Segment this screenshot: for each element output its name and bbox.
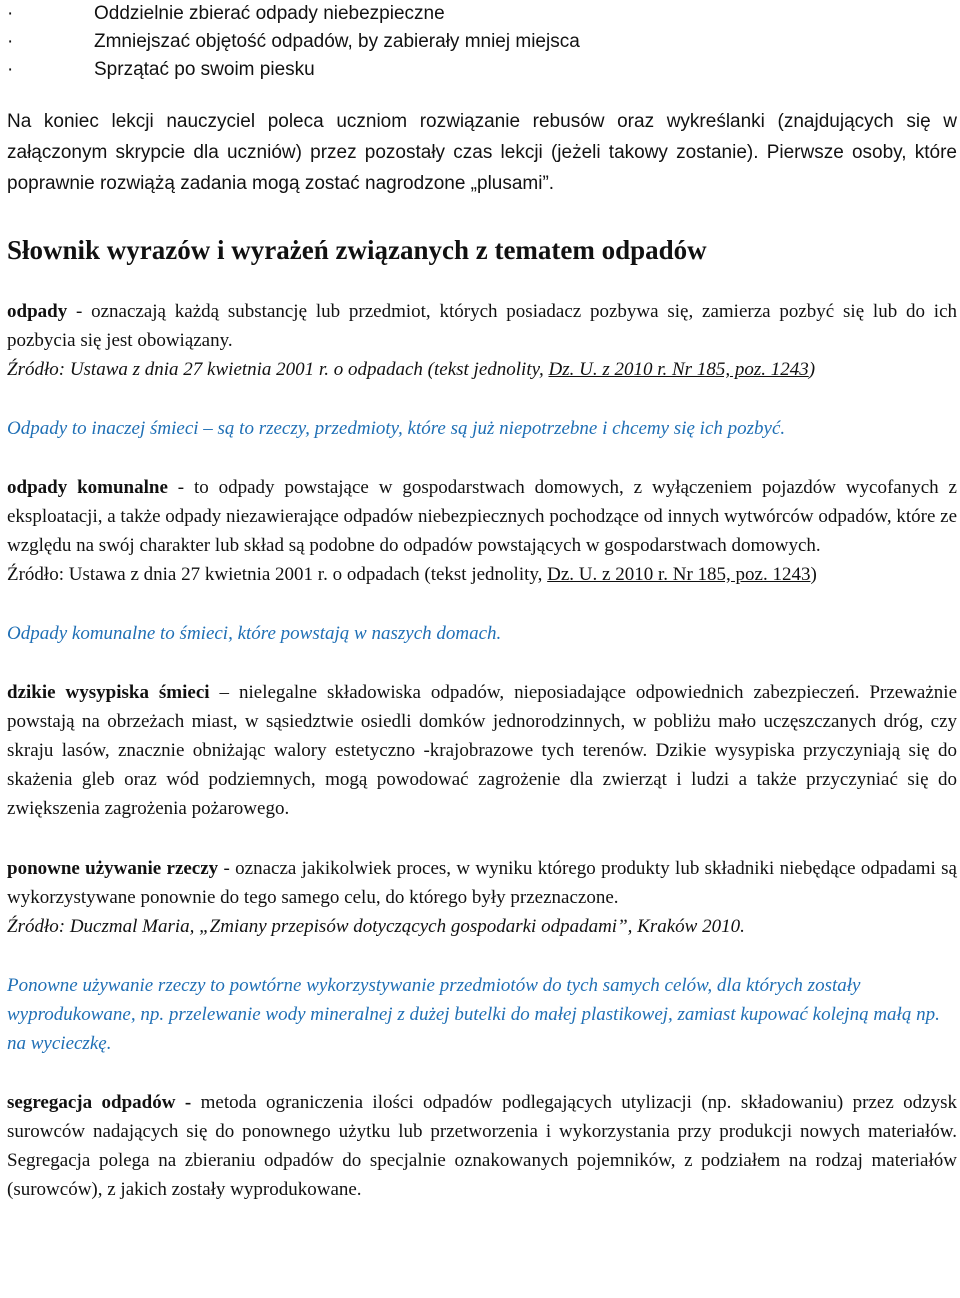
section-heading: Słownik wyrazów i wyrażeń związanych z tematem odpadów [7,235,707,265]
definition-odpady [7,297,957,355]
definition-text: – nielegalne składowiska odpadów, nieposiadające odpowiednich zabezpieczeń. Przeważnie powstają na obrzeżach miast, w sąsiedztwie osiedli domków jednorodzinnych, w pobliżu mało uczęszczanych dróg, czy skraju lasów, znacznie obniżając walory estetyczno -krajobrazowe tych terenów. Dzikie wysypiska przyczyniają się do skażenia gleb oraz wód podziemnych, mogą powodować zagrożenie dla zwierząt i ludzi a także przyczyniać się do zwiększenia zagrożenia pożarowego. [7,682,957,819]
definition-text: - to odpady powstające w gospodarstwach domowych, z wyłączeniem pojazdów wycofanych z eksploatacji, a także odpady niezawierające odpadów niebezpiecznych pochodzące od innych wytwórców odpadów, które ze względu na swój charakter lub skład są podobne do odpadów powstających w gospodarstwach domowych. [7,477,957,556]
term-odpady: odpady [7,301,68,322]
document-page [7,0,957,1204]
source-odpady: Źródło: Ustawa z dnia 27 kwietnia 2001 r. o odpadach (tekst jednolity, Dz. U. z 2010 r. Nr 185, poz. 1243) [7,359,816,380]
bullet-text: Sprzątać po swoim piesku [94,59,315,80]
definition-text: - oznacza jakikolwiek proces, w wyniku którego produkty lub składniki niebędące odpadami są wykorzystywane ponownie do tego samego celu, do którego były przeznaczone. [7,858,957,908]
bullet-item [7,0,957,28]
entry-ponowne [7,854,957,1058]
source-link[interactable]: Dz. U. z 2010 r. Nr 185, poz. 1243 [547,564,811,585]
bullet-text: Oddzielnie zbierać odpady niebezpieczne [94,3,445,24]
term-ponowne: ponowne używanie rzeczy [7,858,219,879]
definition-segregacja [7,1088,957,1204]
bullet-marker: · [7,31,14,52]
intro-paragraph: Na koniec lekcji nauczyciel poleca uczniom rozwiązanie rebusów oraz wykreślanki (znajdujących się w załączonym skrypcie dla uczniów) przez pozostały czas lekcji (jeżeli takowy zostanie). Pierwsze osoby, które poprawnie rozwiążą zadania mogą zostać nagrodzone „plusami”. [7,111,957,194]
bullet-marker: · [7,59,14,80]
entry-dzikie [7,678,957,823]
term-dzikie: dzikie wysypiska śmieci [7,682,210,703]
definition-text: - oznaczają każdą substancję lub przedmiot, których posiadacz pozbywa się, zamierza pozbyć się lub do ich pozbycia się jest obowiązany. [7,301,957,351]
bullet-item [7,28,957,56]
source-komunalne: Źródło: Ustawa z dnia 27 kwietnia 2001 r. o odpadach (tekst jednolity, Dz. U. z 2010 r. Nr 185, poz. 1243) [7,564,817,585]
bullet-text: Zmniejszać objętość odpadów, by zabierały mniej miejsca [94,31,580,52]
bullet-marker: · [7,3,14,24]
term-segregacja: segregacja odpadów - [7,1092,192,1113]
definition-dzikie [7,678,957,823]
entry-komunalne [7,473,957,648]
bullet-list [7,0,957,84]
entry-odpady [7,297,957,443]
term-komunalne: odpady komunalne [7,477,168,498]
note-ponowne: Ponowne używanie rzeczy to powtórne wykorzystywanie przedmiotów do tych samych celów, dla których zostały wyprodukowane, np. przelewanie wody mineralnej z dużej butelki do małej plastikowej, zamiast kupować kolejną małą np. na wycieczkę. [7,975,940,1054]
definition-komunalne [7,473,957,560]
definition-text: metoda ograniczenia ilości odpadów podlegających utylizacji (np. składowaniu) przez odzysk surowców nadających się do ponownego użytku lub przetworzenia i wykorzystania przy produkcji nowych materiałów. Segregacja polega na zbieraniu odpadów do specjalnie oznakowanych pojemników, z podziałem na rodzaj materiałów (surowców), z jakich zostały wyprodukowane. [7,1092,958,1200]
bullet-item [7,56,957,84]
entry-segregacja [7,1088,957,1204]
note-odpady: Odpady to inaczej śmieci – są to rzeczy, przedmioty, które są już niepotrzebne i chcemy się ich pozbyć. [7,418,786,439]
definition-ponowne [7,854,957,912]
source-ponowne: Źródło: Duczmal Maria, „Zmiany przepisów dotyczących gospodarki odpadami”, Kraków 2010. [7,916,745,937]
note-komunalne: Odpady komunalne to śmieci, które powstają w naszych domach. [7,623,502,644]
source-link[interactable]: Dz. U. z 2010 r. Nr 185, poz. 1243 [548,359,809,380]
